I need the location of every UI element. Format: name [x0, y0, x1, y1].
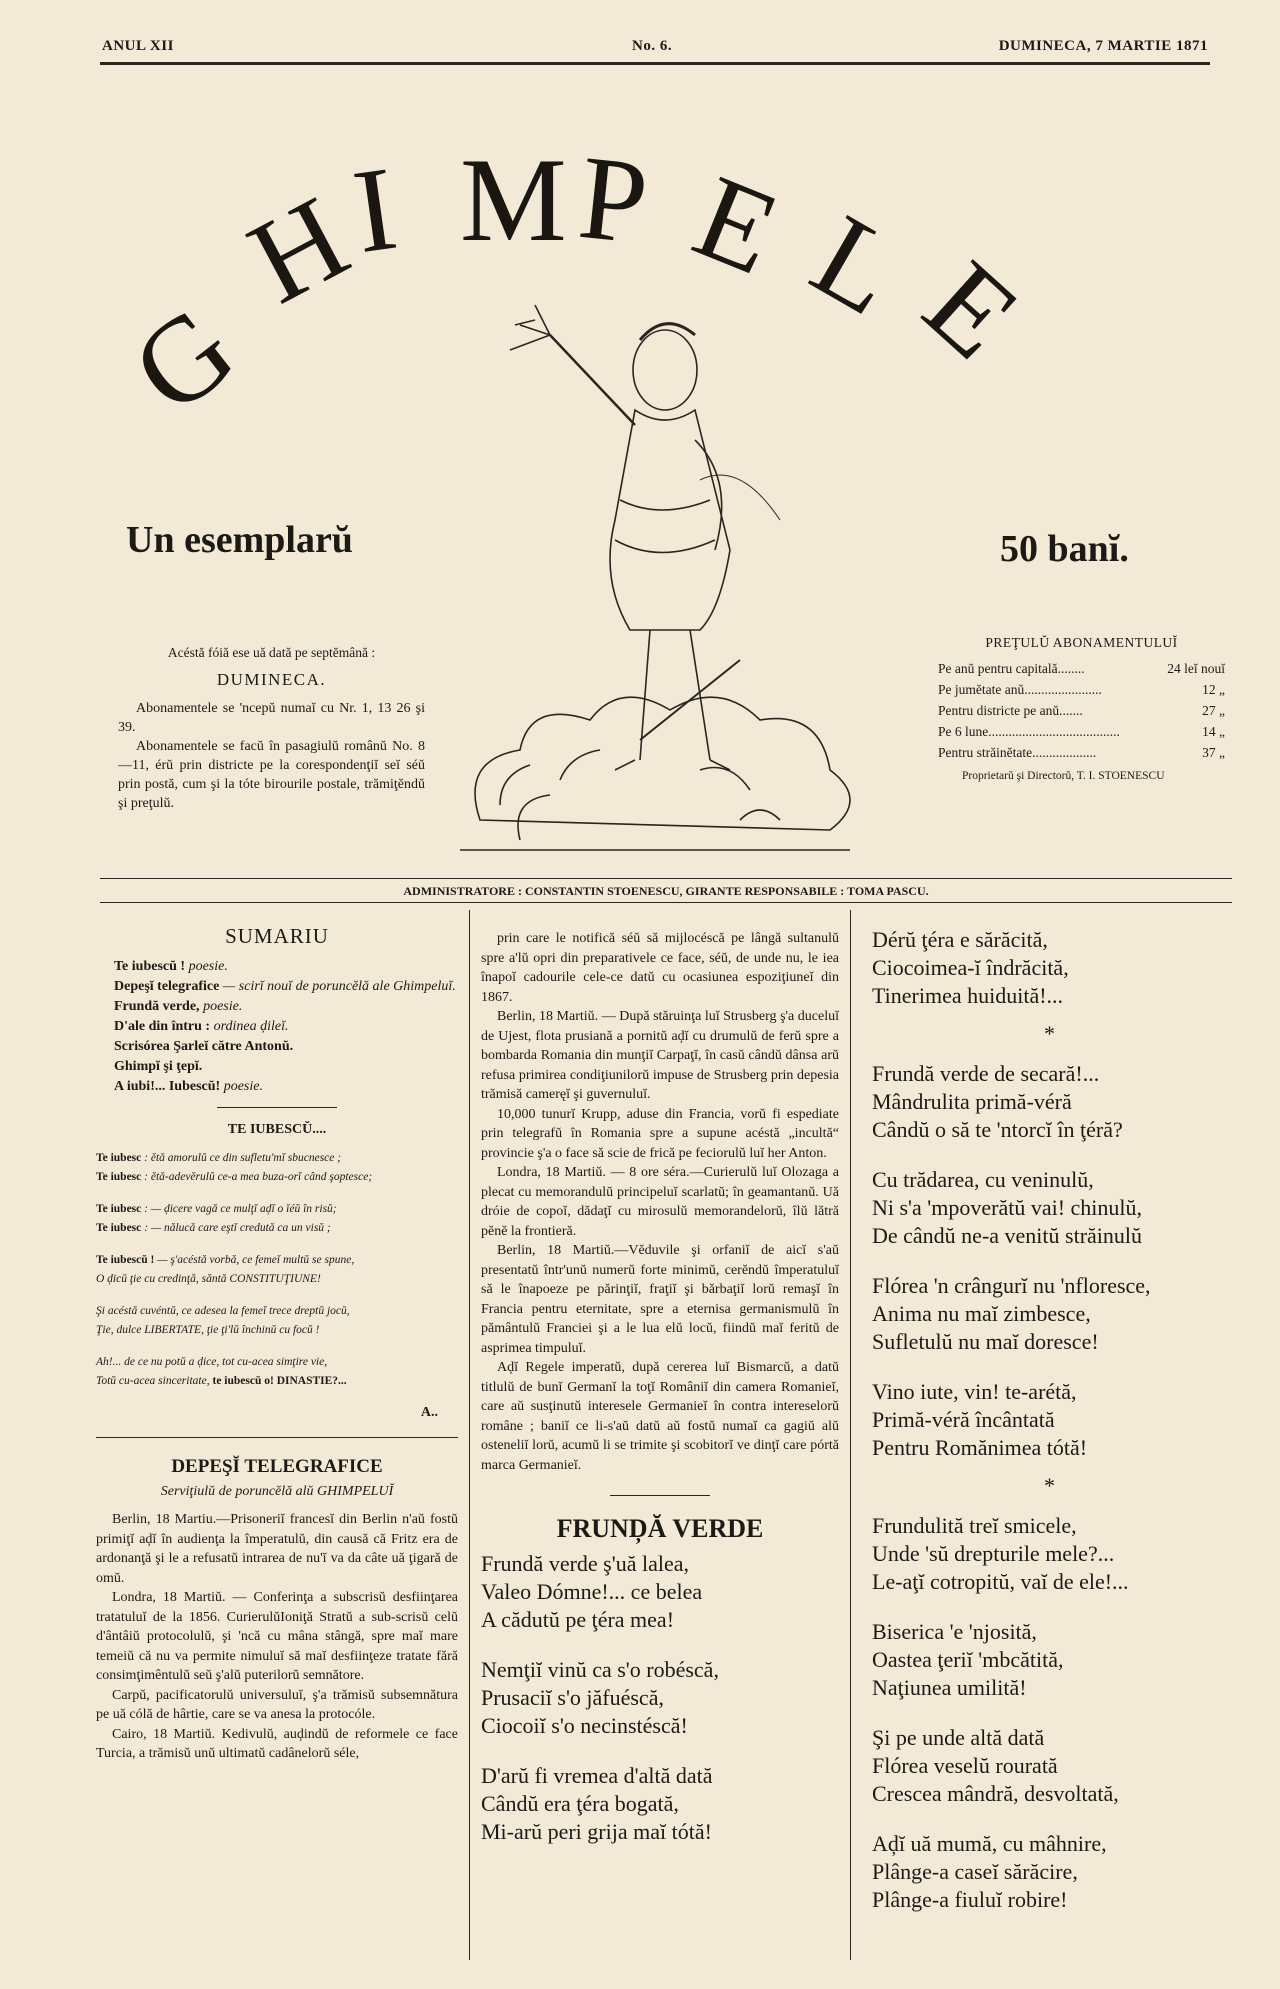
poem-frunda-verde	[481, 1550, 839, 1846]
poem-stanza: Cu trădarea, cu veninulŭ, Ni s'a 'mpoverătŭ vai! chinulŭ, De cândŭ ne-a venitŭ străinulŭ	[872, 1167, 1143, 1248]
poem-line-text: : ĕtă amorulŭ ce din sufletu'mĭ sbucnesce ;	[144, 1152, 342, 1164]
poem-line	[96, 1354, 458, 1370]
issue-year: ANUL XII	[102, 38, 174, 54]
poem-stanza: Nemţiĭ vinŭ ca s'o robéscă, Prusaciĭ s'o jăfuéscă, Ciocoiĭ s'o necinstéscă!	[481, 1657, 719, 1738]
summary-item	[114, 957, 458, 977]
masthead-letter: E	[900, 235, 1044, 384]
poem-line-emphasis: Te iubesc	[96, 1152, 145, 1164]
subscription-label: Pentru districte pe anŭ.......	[938, 703, 1083, 718]
admin-rule-bottom	[100, 902, 1232, 903]
summary-item	[114, 1017, 458, 1037]
summary-item-note: ordinea ḑileĭ.	[213, 1019, 289, 1034]
subscription-value: 24 leĭ nouĭ	[1167, 661, 1225, 676]
admin-rule-top	[100, 878, 1232, 879]
masthead-letter: L	[791, 188, 922, 341]
poem-stanza	[96, 1150, 458, 1185]
telegram-paragraph: Berlin, 18 Martiŭ.—Vĕduvile şi orfaniĭ de aicĭ s'aŭ presentatŭ într'unŭ numerŭ forte minimŭ, cerĕndŭ împeratuluĭ să le înapoeze pe părinţiĭ, fraţiĭ şi bărbaţiĭ lorŭ remaşĭ în Francia pentru eternitate, spre a eternisa germanismulŭ în pământulŭ Franciei şi a le lua elŭ locŭ, fiindŭ maĭ feritŭ de asprimea timpuluĭ.	[481, 1243, 839, 1356]
poem-stanza: Flórea 'n crângurĭ nu 'nfloresce, Anima nu maĭ zimbesce, Sufletulŭ nu maĭ doresce!	[872, 1273, 1151, 1354]
poem-line-emphasis: Te iubesc	[96, 1203, 145, 1215]
poem-line	[96, 1252, 458, 1268]
poem-continued	[872, 926, 1227, 1914]
poem-stanza	[96, 1252, 458, 1287]
poem-line-text: O ḑicŭ ţie cu credinţă, săntă CONSTITUŢIUNE!	[96, 1273, 321, 1285]
subscription-value: 37 „	[1202, 745, 1225, 760]
summary-item	[114, 1077, 458, 1097]
masthead-illustration	[440, 300, 870, 860]
telegram-paragraph: Londra, 18 Martiŭ. — 8 ore séra.—Curierulŭ luĭ Olozaga a plecat cu memorandulŭ principeluĭ scarlatŭ; în geamantanŭ. Uă dróie de copoĭ, dădaţĭ cu mirosulŭ memorandelorŭ, îlŭ lătră pĕnĕ la frontieră.	[481, 1165, 839, 1239]
poem-line-emphasis: Te iubesc	[96, 1222, 145, 1234]
summary-rule	[217, 1107, 337, 1108]
poem-stanza	[96, 1201, 458, 1236]
summary-item-title: Scrisórea Şarleĭ către Antonŭ.	[114, 1039, 294, 1054]
summary-item	[114, 1057, 458, 1077]
price-text: 50 banĭ.	[1000, 528, 1129, 570]
poem-line	[96, 1201, 458, 1217]
summary-item	[114, 997, 458, 1017]
single-copy-label	[126, 518, 353, 562]
admin-line: ADMINISTRATORE : CONSTANTIN STOENESCU, GIRANTE RESPONSABILE : TOMA PASCU.	[403, 884, 929, 898]
poem-line	[96, 1271, 458, 1287]
telegram-paragraph: prin care le notifică séŭ să mijlocéscă pe lângă sultanulŭ spre a'lŭ opri din preparativele ce face, séŭ, de unde nu, le iea înapoĭ cadourile cele-ce datŭ cu ocasiunea espoziţiuneĭ din 1867.	[481, 931, 839, 1005]
poem-stanza: *	[1044, 1021, 1055, 1046]
subscription-row	[938, 661, 1225, 682]
subscription-label: Pe 6 lune.......................................	[938, 724, 1120, 739]
column-divider-1	[469, 910, 470, 1960]
poem-stanza: Vino iute, vin! te-arétă, Primă-véră încântată Pentru Romănimea tótă!	[872, 1379, 1088, 1460]
poem-line	[96, 1303, 458, 1319]
summary-item	[114, 977, 458, 997]
poem-stanza: *	[1044, 1473, 1055, 1498]
column-3	[872, 926, 1227, 1936]
subscription-value: 27 „	[1202, 703, 1225, 718]
poem-stanza: Biserica 'e 'njosită, Oastea ţeriĭ 'mbcătită, Naţiunea umilită!	[872, 1619, 1064, 1700]
poem-stanza: Frundulită treĭ smicele, Unde 'sŭ drepturile mele?... Le-aţĭ cotropitŭ, vaĭ de ele!...	[872, 1513, 1129, 1594]
summary-item	[114, 1037, 458, 1057]
summary-item-title: Depeşĭ telegrafice	[114, 979, 223, 994]
summary-item-title: D'ale din întru :	[114, 1019, 214, 1034]
telegram-paragraph: Carpŭ, pacificatorulŭ universuluĭ, ş'a trămisŭ subsemnătura pe uă cólă de hârtie, care se va anesa la protocóle.	[96, 1687, 458, 1722]
subscription-value: 14 „	[1202, 724, 1225, 739]
telegram-paragraph: Londra, 18 Martiŭ. — Conferinţa a subscrisŭ desfiinţarea tratatuluĭ de la 1856. CurierulŭIoniţă Stratŭ a sub-scrisŭ celŭ d'ântâiŭ protocolulŭ, şi 'ncă cu mâna stângă, spre maĭ mare temeiŭ că nu va permite nimuluĭ să maĭ desfiinţeze tratate fără consimţimêntulŭ seŭ ş'alŭ puterilorŭ semnătore.	[96, 1590, 458, 1683]
poem-stanza: Şi pe unde altă dată Flórea veselŭ rourată Crescea mândră, desvoltată,	[872, 1725, 1119, 1806]
single-copy-text: Un esemplarŭ	[126, 519, 353, 561]
section-rule	[96, 1437, 458, 1438]
poem-title-te-iubescu: TE IUBESCŬ....	[227, 1122, 327, 1137]
subscription-label: Pe jumĕtate anŭ.......................	[938, 682, 1102, 697]
poem-line-text: Ah!... de ce nu potŭ a ḑice, tot cu-acea simţire vie,	[96, 1356, 328, 1368]
masthead-letter: H	[228, 170, 368, 329]
telegram-paragraph: Berlin, 18 Martiŭ. — După stăruinţa luĭ Strusberg ş'a duceluĭ de Ujest, flota prusiană a pornitŭ aḑĭ cu drumulŭ de ferŭ spre a bombarda Romania din munţiĭ Carpaţĭ, în casŭ cândŭ dânsa arŭ refusa primirea condiţiunilorŭ impuse de Strusberg prin depesia trămisă cameręĭ şi guvernuluĭ.	[481, 1009, 839, 1102]
subscription-places: Abonamentele se facŭ în pasagiulŭ românŭ No. 8—11, érŭ prin districte pe la corespondenţiĭ seĭ séŭ prin postă, cum şi la tóte birourile postale, trămiţĕndŭ şi preţulŭ.	[118, 739, 425, 811]
subscription-value: 12 „	[1202, 682, 1225, 697]
poem-stanza	[96, 1354, 458, 1389]
poem-stanza: Frundă verde ş'uă lalea, Valeo Dómne!... ce belea A cădutŭ pe ţéra mea!	[481, 1551, 703, 1632]
poem-stanza	[96, 1303, 458, 1338]
poem-line	[96, 1169, 458, 1185]
subscription-price-list	[938, 661, 1225, 766]
poem-line-text: : — nălucă care eştĭ credută ca un visŭ ;	[144, 1222, 331, 1234]
owner-line: Proprietarŭ şi Directorŭ, T. I. STOENESCU	[962, 770, 1165, 782]
poem-signature: A..	[420, 1405, 438, 1420]
poem-line-emphasis: Te iubescŭ !	[96, 1254, 158, 1266]
column-divider-2	[850, 910, 851, 1960]
subscription-row	[938, 724, 1225, 745]
poem-line-text: : ĕtă-adevĕrulŭ ce-a mea buza-orĭ când şoptesce;	[144, 1171, 373, 1183]
summary-item-title: Te iubescŭ !	[114, 959, 189, 974]
telegram-paragraph: Cairo, 18 Martiŭ. Kedivulŭ, auḑindŭ de reformele ce face Turcia, a trămisŭ unŭ ultimatŭ cadânelorŭ séle,	[96, 1726, 458, 1761]
summary-item-note: poesie.	[188, 959, 228, 974]
subscription-row	[938, 703, 1225, 724]
column-1	[96, 924, 458, 1764]
poem-stanza: Dérŭ ţéra e sărăcită, Ciocoimea-ĭ îndrăcită, Tinerimea huiduită!...	[872, 927, 1069, 1008]
publication-info	[118, 643, 425, 813]
subscription-row	[938, 745, 1225, 766]
top-rule	[100, 62, 1210, 65]
issue-date: DUMINECA, 7 MARTIE 1871	[998, 38, 1208, 54]
frequency-day: DUMINECA.	[216, 670, 327, 689]
frequency-line: Acéstă fóiă ese uă dată pe septĕmână :	[167, 645, 376, 660]
masthead-letter: M	[460, 133, 567, 266]
poem-rule	[610, 1495, 710, 1496]
subscription-label: Pentru străinĕtate...................	[938, 745, 1097, 760]
telegram-paragraph: 10,000 tunurĭ Krupp, aduse din Francia, vorŭ fi espediate prin telegrafŭ în Romania spre a supune acéstă „incultă“ provincie ş'a o face să scie de frică pe feciorulŭ luĭ her Anton.	[481, 1106, 839, 1161]
summary-item-note: poesie.	[203, 999, 243, 1014]
subscription-title: PREŢULŬ ABONAMENTULUĬ	[985, 635, 1178, 650]
summary-item-note: — scirĭ nouĭ de poruncĕlă ale Ghimpeluĭ.	[222, 979, 456, 994]
poem-te-iubescu	[96, 1150, 458, 1389]
subscription-row	[938, 682, 1225, 703]
price-label	[1000, 527, 1129, 571]
poem-line	[96, 1220, 458, 1236]
summary-item-title: Ghimpĭ şi ţepĭ.	[114, 1059, 203, 1074]
summary-item-note: poesie.	[223, 1079, 263, 1094]
poem-line	[96, 1322, 458, 1338]
telegram-paragraph: Berlin, 18 Martiu.—Prisoneriĭ francesĭ din Berlin n'aŭ fostŭ primiţĭ aḑĭ în audienţa la împeratulŭ, din causă că Fritz era de ardonanţă şi le a refusatŭ intrarea de nu'ĭ va da câte uă ţigară de omŭ.	[96, 1512, 458, 1586]
telegrams-text	[96, 1510, 458, 1764]
telegram-paragraph: Aḑĭ Regele imperatŭ, după cererea luĭ Bismarcŭ, a datŭ titlulŭ de bunĭ Germanĭ la toţĭ Româniĭ din camera Romanieĭ, care aŭ susţinutŭ interesele Germanieĭ în contra intereselorŭ române ; baniĭ ce li-s'aŭ datŭ aŭ fostŭ numaĭ ca gagiŭ alŭ osteneliĭ lorŭ, acumŭ li se trimite şi scobitorĭ ve dinţĭ care pórtă marca Germanieĭ.	[481, 1360, 839, 1473]
masthead-letter: G	[107, 280, 259, 439]
subscription-start: Abonamentele se 'ncepŭ numaĭ cu Nr. 1, 13 26 şi 39.	[118, 701, 425, 735]
poem-line-text: Totŭ cu-acea sinceritate,	[96, 1375, 213, 1387]
masthead-letter: P	[573, 129, 654, 270]
poem-line-emphasis: te iubescŭ o! DINASTIE?...	[212, 1375, 347, 1387]
poem-title-frunda-verde: FRUNḐĂ VERDE	[556, 1514, 764, 1543]
top-bar	[102, 38, 1208, 62]
issue-number: No. 6.	[632, 38, 673, 54]
poem-line	[96, 1373, 458, 1389]
poem-stanza: D'arŭ fi vremea d'altă dată Cândŭ era ţéra bogată, Mi-arŭ peri grija maĭ tótă!	[481, 1763, 713, 1844]
column-2	[481, 929, 839, 1868]
telegrams-subtitle: Serviţiulŭ de poruncĕlă alŭ GHIMPELUĬ	[160, 1484, 394, 1499]
masthead-letter: I	[345, 140, 404, 279]
poem-line-text: Şi acéstă cuvéntŭ, ce adesea la femeĭ trece dreptŭ jocŭ,	[96, 1305, 350, 1317]
poem-stanza: Frundă verde de secară!... Mândrulita primă-véră Cândŭ o să te 'ntorcĭ în ţéră?	[872, 1061, 1123, 1142]
masthead-letter: E	[677, 149, 796, 300]
poem-line-text: : — ḑicere vagă ce mulţĭ aḑĭ o ĭéŭ în risŭ;	[144, 1203, 337, 1215]
telegrams-continued	[481, 929, 839, 1475]
summary-list	[96, 957, 458, 1097]
poem-stanza: Aḑĭ uă mumă, cu mâhnire, Plânge-a caseĭ sărăcire, Plânge-a fiuluĭ robire!	[872, 1831, 1107, 1912]
subscription-prices	[938, 635, 1225, 782]
poem-line-text: — ş'acéstă vorbă, ce femeĭ multŭ se spune,	[157, 1254, 355, 1266]
summary-title: SUMARIU	[225, 924, 329, 948]
telegrams-title: DEPEŞĬ TELEGRAFICE	[171, 1456, 383, 1477]
poem-line	[96, 1150, 458, 1166]
summary-item-title: A iubi!... Iubescŭ!	[114, 1079, 224, 1094]
poem-line-text: Ţie, dulce LIBERTATE, ţie ţi'lŭ închinŭ cu focŭ !	[96, 1324, 320, 1336]
summary-item-title: Frundă verde,	[114, 999, 204, 1014]
poem-line-emphasis: Te iubesc	[96, 1171, 145, 1183]
subscription-label: Pe anŭ pentru capitală........	[938, 661, 1085, 676]
